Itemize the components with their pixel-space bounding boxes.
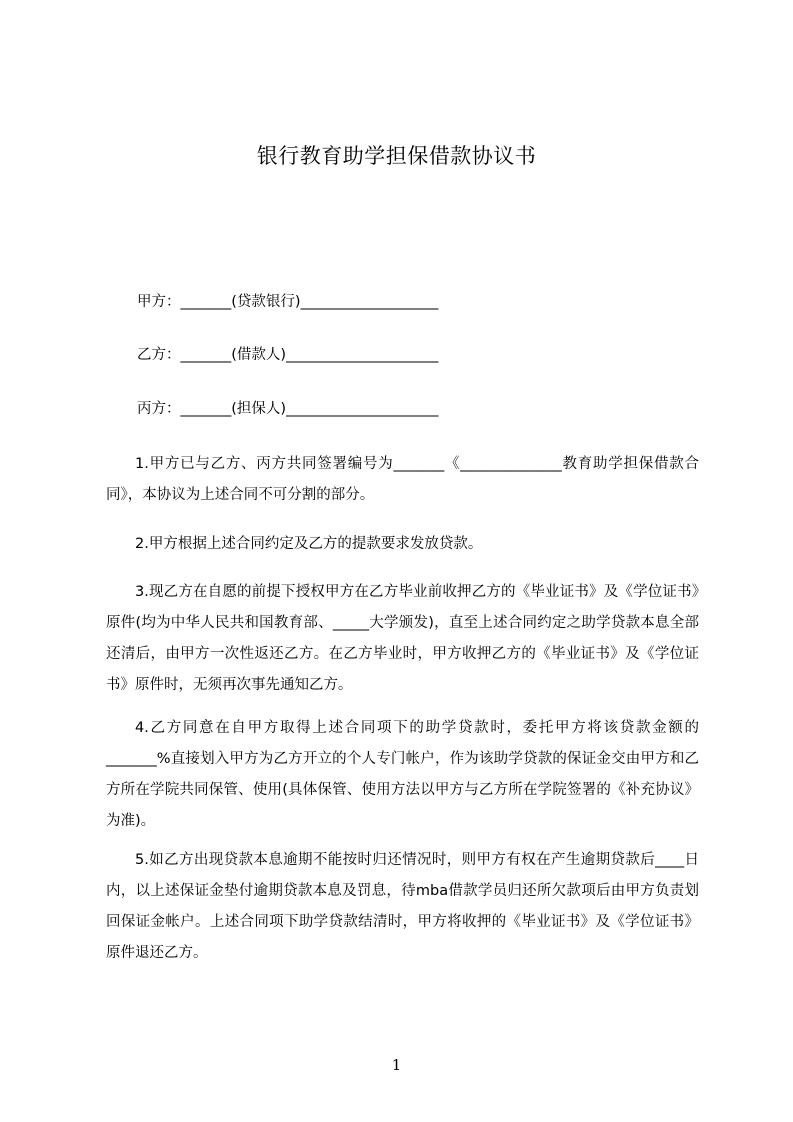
clause-4-text: 4.乙方同意在自甲方取得上述合同项下的助学贷款时，委托甲方将该贷款金额的_______%直接划入甲方为乙方开立的个人专门帐户，作为该助学贷款的保证金交由甲方和乙方所在学院共同保管、使用(具体保管、使用方法以甲方与乙方所在学院签署的《补充协议》为准)。 <box>106 720 699 829</box>
party-a-line: 甲方：_______(贷款银行)___________________ <box>137 294 439 310</box>
clause-2-text: 2.甲方根据上述合同约定及乙方的提款要求发放贷款。 <box>135 536 483 552</box>
clause-3-text: 3.现乙方在自愿的前提下授权甲方在乙方毕业前收押乙方的《毕业证书》及《学位证书》原件(均为中华人民共和国教育部、_____大学颁发)，直至上述合同约定之助学贷款本息全部还清后，由甲方一次性返还乙方。在乙方毕业时，甲方收押乙方的《毕业证书》及《学位证书》原件时，无须再次事先通知乙方。 <box>106 584 699 693</box>
document-title: 银行教育助学担保借款协议书 <box>256 144 537 168</box>
page-number: 1 <box>391 1056 402 1074</box>
clause-1 <box>106 449 699 511</box>
party-b-line: 乙方：_______(借款人)_____________________ <box>137 347 439 363</box>
clause-2 <box>106 529 699 560</box>
party-c-line: 丙方：_______(担保人)_____________________ <box>137 401 439 417</box>
clause-3 <box>106 577 699 701</box>
clause-5-text: 5.如乙方出现贷款本息逾期不能按时归还情况时，则甲方有权在产生逾期贷款后____日内，以上述保证金垫付逾期贷款本息及罚息，待mba借款学员归还所欠款项后由甲方负责划回保证金帐户。上述合同项下助学贷款结清时，甲方将收押的《毕业证书》及《学位证书》原件退还乙方。 <box>106 852 699 961</box>
clause-4 <box>106 713 699 837</box>
clause-5 <box>106 845 699 969</box>
clause-1-text: 1.甲方已与乙方、丙方共同签署编号为_______《______________教育助学担保借款合同》，本协议为上述合同不可分割的部分。 <box>106 456 699 503</box>
